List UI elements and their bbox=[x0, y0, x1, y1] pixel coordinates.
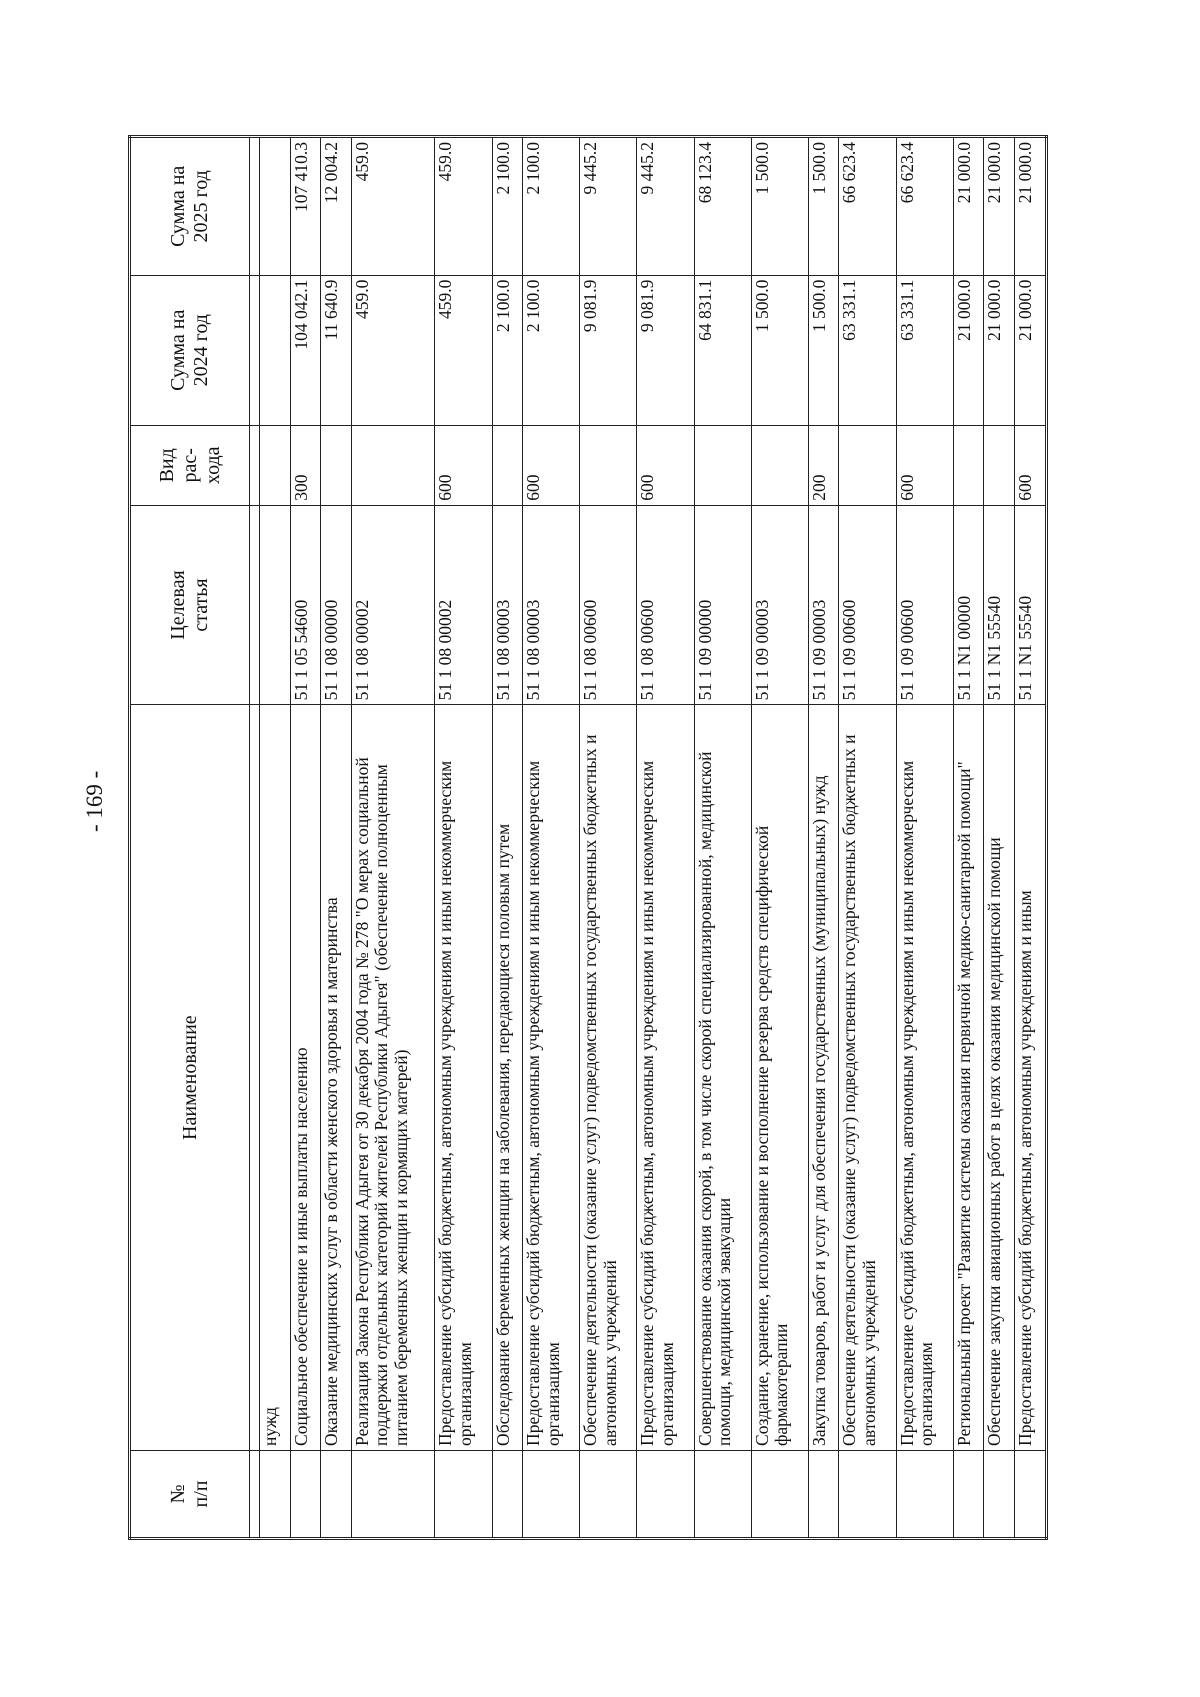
cell-no bbox=[808, 1450, 839, 1538]
cell-kind: 600 bbox=[1014, 425, 1046, 505]
cell-name: Оказание медицинских услуг в области женского здоровья и материнства bbox=[321, 705, 352, 1451]
col-header-name: Наименование bbox=[130, 705, 250, 1451]
cell-no bbox=[351, 1450, 435, 1538]
table-row bbox=[321, 137, 352, 1539]
cell-kind bbox=[984, 425, 1015, 505]
cell-target: 51 1 09 00600 bbox=[839, 505, 896, 705]
table-row bbox=[953, 137, 984, 1539]
cell-sum-2024: 459.0 bbox=[435, 275, 492, 425]
cell-name: Обеспечение деятельности (оказание услуг) подведомственных государственных бюджетных и автономных учреждений bbox=[580, 705, 637, 1451]
cell-no bbox=[1014, 1450, 1046, 1538]
col-header-kind: Вид рас- хода bbox=[130, 425, 250, 505]
cell-kind bbox=[751, 425, 808, 505]
cell-no bbox=[984, 1450, 1015, 1538]
cell-kind: 600 bbox=[637, 425, 694, 505]
cell-target: 51 1 08 00002 bbox=[351, 505, 435, 705]
cell-name: Обследование беременных женщин на заболевания, передающиеся половым путем bbox=[492, 705, 523, 1451]
cell-target: 51 1 N1 00000 bbox=[953, 505, 984, 705]
cell-target: 51 1 09 00003 bbox=[808, 505, 839, 705]
cell-no bbox=[637, 1450, 694, 1538]
cell-target: 51 1 08 00003 bbox=[523, 505, 580, 705]
cell-sum-2024: 63 331.1 bbox=[896, 275, 953, 425]
cell-sum-2024: 459.0 bbox=[351, 275, 435, 425]
cell-name: Предоставление субсидий бюджетным, автономным учреждениям и иным некоммерческим организациям bbox=[637, 705, 694, 1451]
table-row bbox=[637, 137, 694, 1539]
cell-kind bbox=[694, 425, 751, 505]
cell-no bbox=[580, 1450, 637, 1538]
cell-kind bbox=[839, 425, 896, 505]
cell-sum-2024: 64 831.1 bbox=[694, 275, 751, 425]
cell-sum-2024: 9 081.9 bbox=[637, 275, 694, 425]
cell-name: Обеспечение закупки авиационных работ в целях оказания медицинской помощи bbox=[984, 705, 1015, 1451]
cell-target: 51 1 08 00003 bbox=[492, 505, 523, 705]
cell-sum-2024 bbox=[260, 275, 291, 425]
cell-sum-2024: 9 081.9 bbox=[580, 275, 637, 425]
cell-no bbox=[751, 1450, 808, 1538]
cell-sum-2024: 2 100.0 bbox=[523, 275, 580, 425]
table-row bbox=[808, 137, 839, 1539]
table-row bbox=[351, 137, 435, 1539]
cell-sum-2025: 68 123.4 bbox=[694, 137, 751, 276]
cell-name: Социальное обеспечение и иные выплаты населению bbox=[290, 705, 321, 1451]
table-row bbox=[751, 137, 808, 1539]
cell-name: Предоставление субсидий бюджетным, автономным учреждениям и иным bbox=[1014, 705, 1046, 1451]
cell-sum-2025: 66 623.4 bbox=[839, 137, 896, 276]
cell-target: 51 1 09 00003 bbox=[751, 505, 808, 705]
table-row bbox=[260, 137, 291, 1539]
cell-kind: 600 bbox=[435, 425, 492, 505]
cell-no bbox=[321, 1450, 352, 1538]
cell-sum-2025: 21 000.0 bbox=[1014, 137, 1046, 276]
table-row bbox=[896, 137, 953, 1539]
cell-kind: 600 bbox=[523, 425, 580, 505]
cell-kind bbox=[492, 425, 523, 505]
cell-kind: 300 bbox=[290, 425, 321, 505]
cell-sum-2025: 107 410.3 bbox=[290, 137, 321, 276]
cell-target: 51 1 09 00600 bbox=[896, 505, 953, 705]
col-header-sum-2025: Сумма на 2025 год bbox=[130, 137, 250, 276]
cell-sum-2025: 12 004.2 bbox=[321, 137, 352, 276]
cell-kind bbox=[953, 425, 984, 505]
table-blank-row bbox=[250, 137, 260, 1539]
table-row bbox=[435, 137, 492, 1539]
cell-sum-2024: 104 042.1 bbox=[290, 275, 321, 425]
table-header-row bbox=[130, 137, 250, 1539]
cell-sum-2025: 1 500.0 bbox=[808, 137, 839, 276]
cell-name: Предоставление субсидий бюджетным, автономным учреждениям и иным некоммерческим организациям bbox=[523, 705, 580, 1451]
cell-kind bbox=[351, 425, 435, 505]
cell-target: 51 1 N1 55540 bbox=[1014, 505, 1046, 705]
cell-target: 51 1 05 54600 bbox=[290, 505, 321, 705]
table-row bbox=[694, 137, 751, 1539]
budget-table bbox=[128, 135, 1048, 1540]
col-header-target: Целевая статья bbox=[130, 505, 250, 705]
cell-sum-2025: 459.0 bbox=[351, 137, 435, 276]
cell-no bbox=[694, 1450, 751, 1538]
cell-name: нужд bbox=[260, 705, 291, 1451]
cell-name: Создание, хранение, использование и восполнение резерва средств специфической фармакотерапии bbox=[751, 705, 808, 1451]
cell-target: 51 1 08 00600 bbox=[580, 505, 637, 705]
cell-name: Закупка товаров, работ и услуг для обеспечения государственных (муниципальных) нужд bbox=[808, 705, 839, 1451]
cell-target: 51 1 08 00002 bbox=[435, 505, 492, 705]
cell-no bbox=[260, 1450, 291, 1538]
table-row bbox=[1014, 137, 1046, 1539]
table-row bbox=[984, 137, 1015, 1539]
cell-target: 51 1 09 00000 bbox=[694, 505, 751, 705]
cell-sum-2024: 21 000.0 bbox=[984, 275, 1015, 425]
cell-target: 51 1 N1 55540 bbox=[984, 505, 1015, 705]
cell-kind bbox=[260, 425, 291, 505]
cell-name: Совершенствование оказания скорой, в том числе скорой специализированной, медицинской помощи, медицинской эвакуации bbox=[694, 705, 751, 1451]
cell-target bbox=[260, 505, 291, 705]
cell-name: Обеспечение деятельности (оказание услуг) подведомственных государственных бюджетных и автономных учреждений bbox=[839, 705, 896, 1451]
cell-no bbox=[839, 1450, 896, 1538]
cell-sum-2024: 21 000.0 bbox=[953, 275, 984, 425]
cell-name: Предоставление субсидий бюджетным, автономным учреждениям и иным некоммерческим организациям bbox=[896, 705, 953, 1451]
cell-sum-2024: 21 000.0 bbox=[1014, 275, 1046, 425]
cell-sum-2025 bbox=[260, 137, 291, 276]
cell-sum-2024: 1 500.0 bbox=[751, 275, 808, 425]
budget-table-frame bbox=[128, 135, 1048, 1540]
cell-kind bbox=[321, 425, 352, 505]
cell-no bbox=[896, 1450, 953, 1538]
cell-sum-2025: 21 000.0 bbox=[984, 137, 1015, 276]
cell-no bbox=[290, 1450, 321, 1538]
cell-sum-2024: 63 331.1 bbox=[839, 275, 896, 425]
cell-sum-2025: 459.0 bbox=[435, 137, 492, 276]
cell-sum-2025: 1 500.0 bbox=[751, 137, 808, 276]
cell-no bbox=[435, 1450, 492, 1538]
cell-name: Региональный проект "Развитие системы оказания первичной медико-санитарной помощи" bbox=[953, 705, 984, 1451]
table-row bbox=[492, 137, 523, 1539]
cell-name: Предоставление субсидий бюджетным, автономным учреждениям и иным некоммерческим организациям bbox=[435, 705, 492, 1451]
cell-sum-2025: 21 000.0 bbox=[953, 137, 984, 276]
cell-no bbox=[523, 1450, 580, 1538]
cell-target: 51 1 08 00000 bbox=[321, 505, 352, 705]
cell-no bbox=[953, 1450, 984, 1538]
table-row bbox=[290, 137, 321, 1539]
cell-sum-2025: 2 100.0 bbox=[492, 137, 523, 276]
cell-sum-2025: 66 623.4 bbox=[896, 137, 953, 276]
cell-kind: 600 bbox=[896, 425, 953, 505]
col-header-sum-2024: Сумма на 2024 год bbox=[130, 275, 250, 425]
cell-kind: 200 bbox=[808, 425, 839, 505]
cell-sum-2025: 9 445.2 bbox=[580, 137, 637, 276]
page-number: - 169 - bbox=[82, 770, 107, 832]
cell-no bbox=[492, 1450, 523, 1538]
col-header-no: № п/п bbox=[130, 1450, 250, 1538]
cell-sum-2024: 2 100.0 bbox=[492, 275, 523, 425]
cell-sum-2024: 1 500.0 bbox=[808, 275, 839, 425]
cell-sum-2025: 2 100.0 bbox=[523, 137, 580, 276]
table-body bbox=[250, 137, 1047, 1539]
cell-target: 51 1 08 00600 bbox=[637, 505, 694, 705]
cell-sum-2024: 11 640.9 bbox=[321, 275, 352, 425]
cell-sum-2025: 9 445.2 bbox=[637, 137, 694, 276]
table-row bbox=[839, 137, 896, 1539]
cell-name: Реализация Закона Республики Адыгея от 30 декабря 2004 года № 278 "О мерах социальной поддержки отдельных категорий жителей Республики Адыгея" (обеспечение полноценным питанием беременных женщин и кормящих матерей) bbox=[351, 705, 435, 1451]
cell-kind bbox=[580, 425, 637, 505]
table-row bbox=[580, 137, 637, 1539]
table-row bbox=[523, 137, 580, 1539]
